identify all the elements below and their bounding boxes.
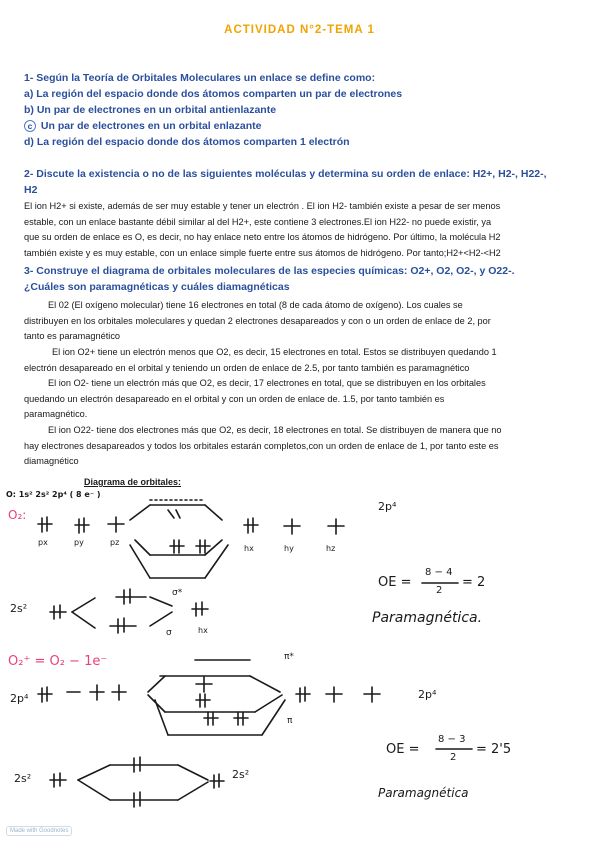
o2-label: O₂: (8, 508, 27, 522)
o2-mo-shape (130, 500, 228, 578)
o2plus-2s-region (50, 757, 224, 807)
oe2-denominator: 2 (450, 752, 457, 763)
paragraph-line: quedando un electrón desapareado en el orbital y con un orden de enlace de. 1.5, por tanto también es (24, 393, 445, 404)
label-hx-small: hx (198, 626, 208, 635)
oe1-numerator: 8 − 4 (425, 567, 453, 578)
label-pz: pz (110, 538, 120, 547)
paramagnetic-label-1: Paramagnética. (372, 610, 483, 626)
paragraph-line: El ion O2+ tiene un electrón menos que O2, es decir, 15 electrones en total. Estos se distribuyen quedando 1 (52, 347, 497, 357)
o2plus-mo-shape (148, 660, 285, 735)
q1-question: 1- Según la Teoría de Orbitales Moleculares un enlace se define como: (24, 72, 376, 84)
label-2s2-left: 2s² (10, 602, 28, 615)
o2-2s-region (50, 589, 208, 633)
paragraph-line: diamagnético (24, 456, 79, 466)
q1-option-a: a) La región del espacio donde dos átomos comparten un par de electrones (24, 88, 403, 100)
label-2p4-left: 2p⁴ (10, 692, 29, 705)
oe2-result: = 2'5 (476, 742, 512, 757)
oe1-denominator: 2 (436, 585, 443, 596)
label-pi-star: π* (284, 652, 294, 662)
oe2-numerator: 8 − 3 (438, 734, 466, 745)
paragraph-line: distribuyen en los orbitales moleculares y quedan 2 electrones desapareados y con o un orden de enlace de 2, por (24, 315, 491, 326)
q3-question-line1: 3- Construye el diagrama de orbitales moleculares de las especies químicas: O2+, O2, O2-, y O22-. (24, 265, 515, 277)
o2-right-2p-levels (244, 518, 344, 534)
paragraph-line: electrón desapareado en el orbital y teniendo un orden de enlace de 2.5, por tanto también es paramagnético (24, 362, 470, 373)
q1-option-b: b) Un par de electrones en un orbital antienlazante (24, 104, 277, 116)
q2-answer-line: estable, con un enlace bastante débil similar al del H2+, este contiene 3 electrones.El ion H22- no puede existir, ya (24, 216, 492, 227)
paragraph-line: El 02 (El oxígeno molecular) tiene 16 electrones en total (8 de cada átomo de oxígeno). Los cuales se (48, 300, 463, 310)
label-2s2-bottom-right: 2s² (232, 768, 250, 781)
q2-answer-line: que su orden de enlace es O, es decir, no hay enlace neto entre los átomos de hidrógeno. Por último, la molécula H2 (24, 232, 501, 242)
paramagnetic-label-2: Paramagnética (378, 786, 469, 800)
oe2-prefix: OE = (386, 742, 420, 757)
selected-option-circle: c (24, 120, 36, 132)
o2-left-2p-levels (38, 517, 124, 533)
q2-question-line2: H2 (24, 184, 38, 196)
label-hy: hy (284, 544, 294, 553)
paragraph-line: paramagnético. (24, 409, 88, 419)
page-title: ACTIVIDAD N°2-TEMA 1 (224, 24, 375, 36)
label-sigma-star: σ* (172, 588, 183, 598)
electron-configuration: O: 1s² 2s² 2p⁴ ( 8 e⁻ ) (6, 490, 101, 499)
label-2p4-right-2: 2p⁴ (418, 688, 437, 701)
oe1-prefix: OE = (378, 575, 412, 590)
o2plus-label: O₂⁺ = O₂ − 1e⁻ (8, 654, 108, 669)
q2-question-line1: 2- Discute la existencia o no de las siguientes moléculas y determina su orden de enlace: H2+, H2-, H22-, (24, 168, 547, 180)
diagram-caption: Diagrama de orbitales: (84, 477, 182, 487)
q1-option-c-text: Un par de electrones en un orbital enlazante (38, 120, 262, 132)
label-sigma: σ (166, 628, 172, 638)
label-py: py (74, 538, 84, 547)
paragraph-line: El ion O22- tiene dos electrones más que O2, es decir, 18 electrones en total. Se distribuyen de manera que no (48, 425, 502, 435)
label-hz: hz (326, 544, 336, 553)
label-2p4-right: 2p⁴ (378, 500, 397, 513)
paragraph-line: El ion O2- tiene un electrón más que O2, es decir, 17 electrones en total, que se distribuyen en los orbitales (48, 378, 486, 388)
paragraph-line: tanto es paramagnético (24, 331, 121, 341)
paragraph-line: hay electrones desapareados y todos los orbitales estarán completos,con un orden de enlace de 1, por tanto este es (24, 440, 499, 451)
o2plus-right-2p-levels (296, 687, 380, 702)
goodnotes-badge: Made with Goodnotes (6, 826, 72, 836)
q2-answer-line: también existe y es muy estable, con un enlace simple fuerte entre sus átomos de hidrógeno. Por tanto;H2+<H2-<H2 (24, 247, 501, 258)
q3-question-line2: ¿Cuáles son paramagnéticas y cuáles diamagnéticas (24, 281, 290, 293)
label-pi: π (287, 716, 293, 726)
o2plus-left-2p-levels (38, 685, 126, 702)
label-2s2-bottom-left: 2s² (14, 772, 32, 785)
q1-option-d: d) La región del espacio donde dos átomos comparten 1 electrón (24, 136, 350, 148)
label-hx: hx (244, 544, 254, 553)
label-px: px (38, 538, 48, 547)
oe1-result: = 2 (462, 575, 486, 590)
q2-answer-line: El ion H2+ si existe, además de ser muy estable y tener un electrón . El ion H2- también existe a pesar de ser menos (24, 201, 501, 211)
